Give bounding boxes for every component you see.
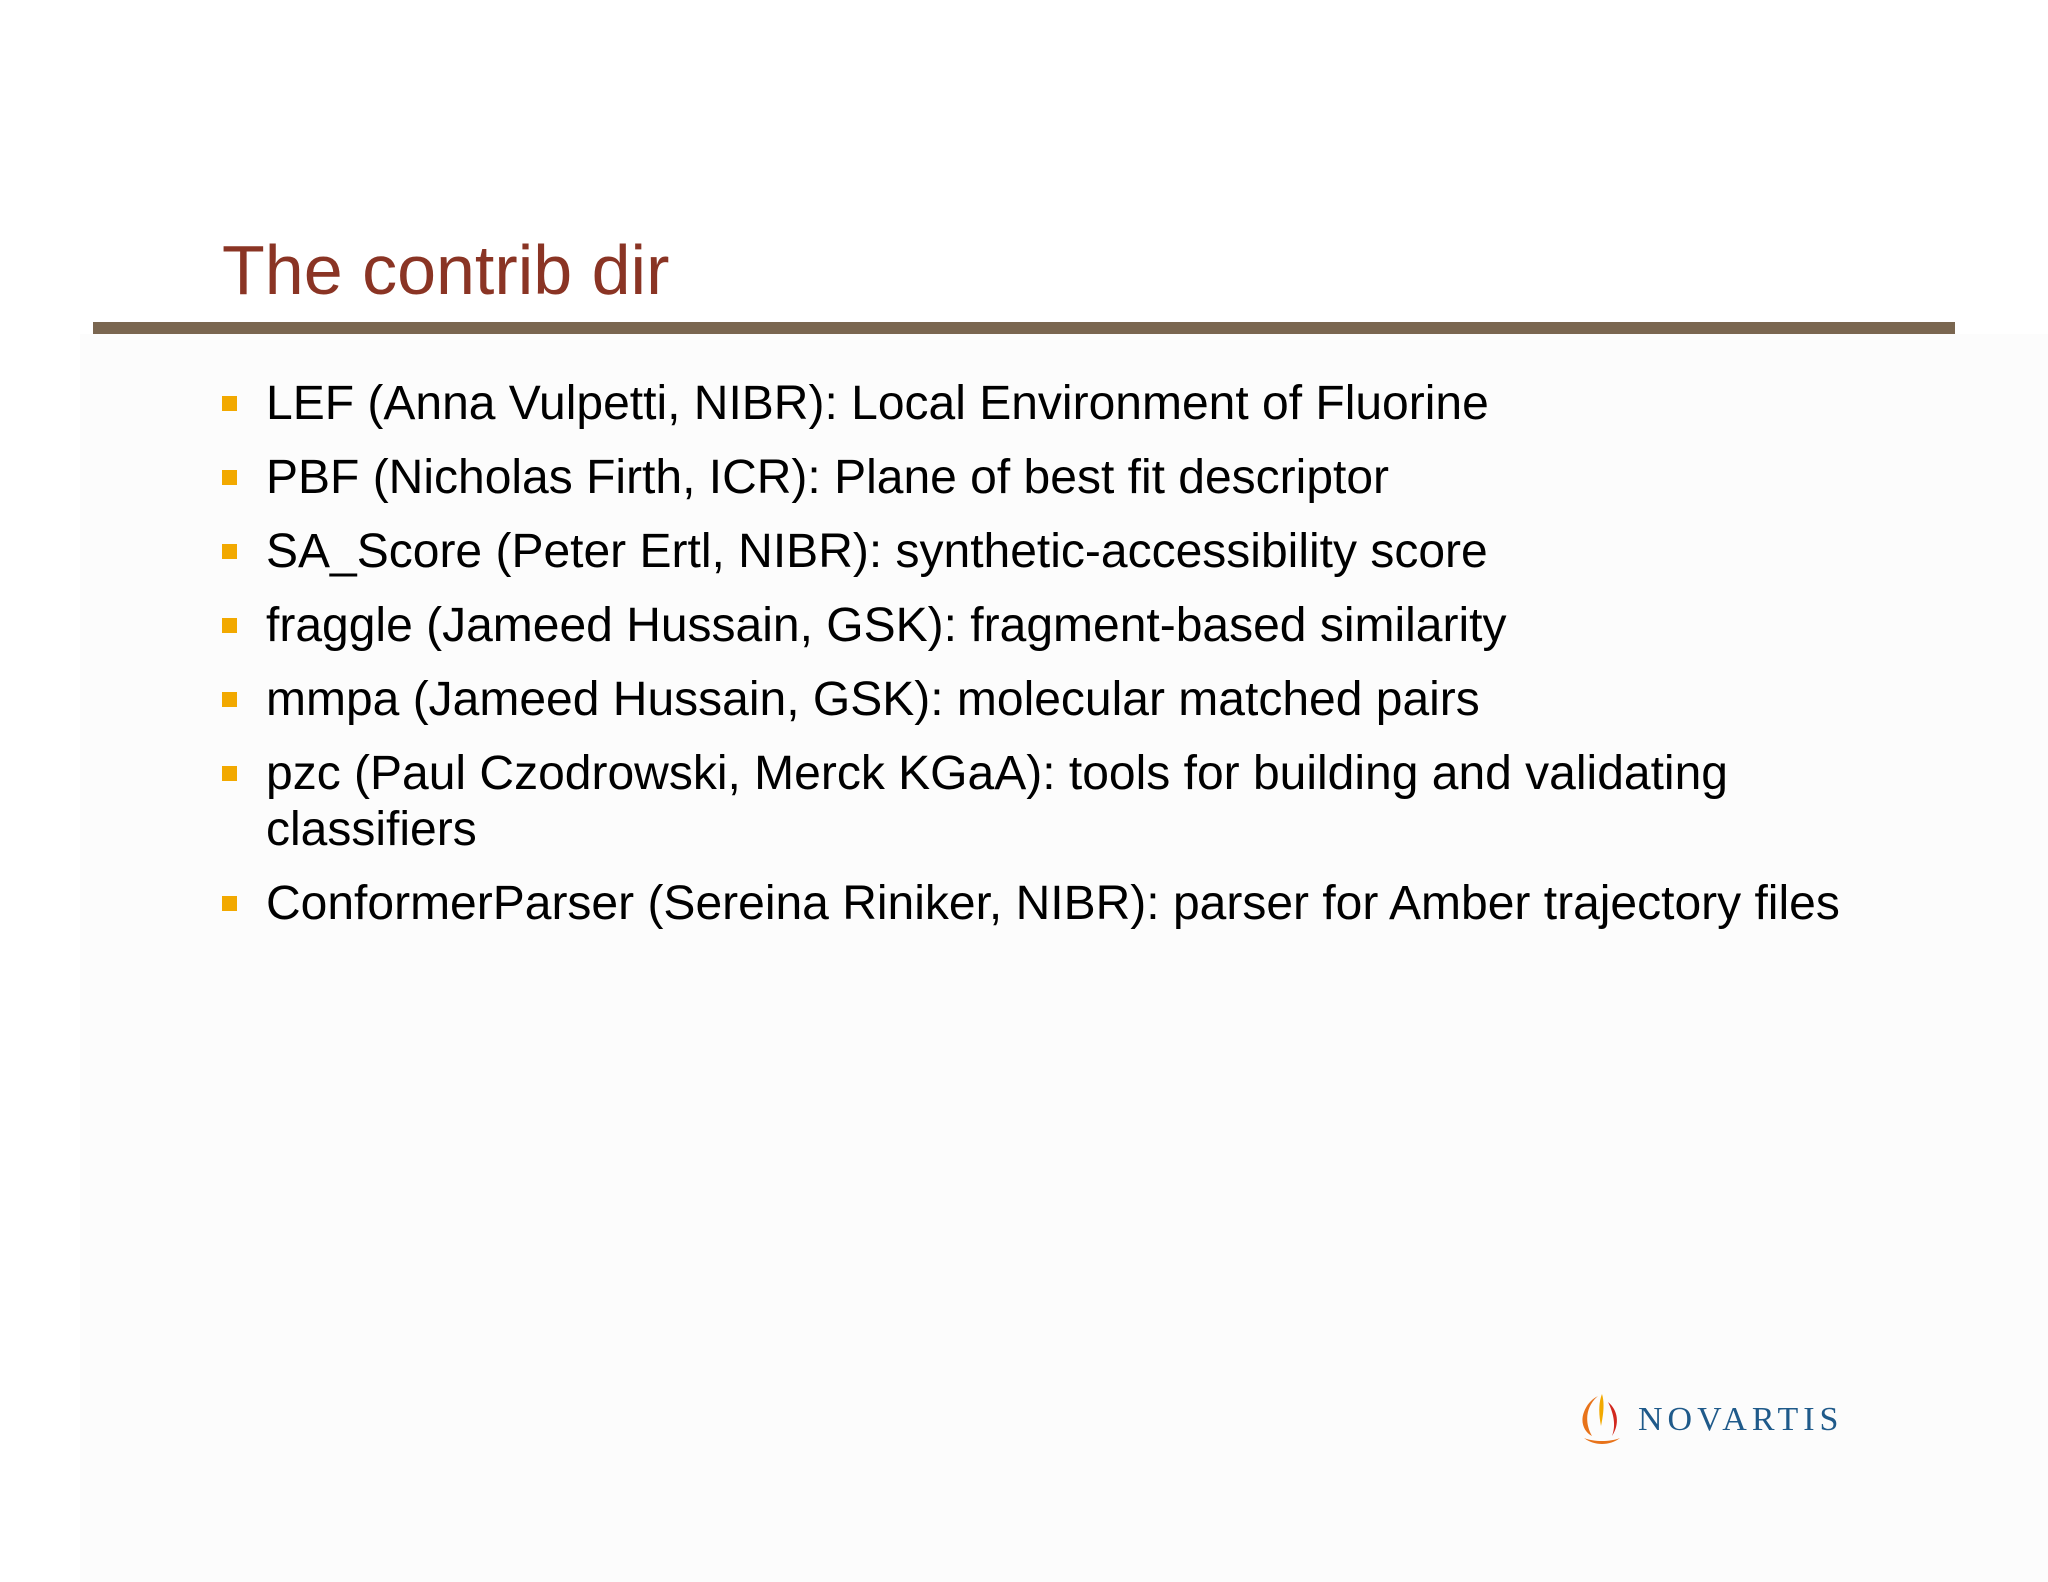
novartis-wordmark: NOVARTIS bbox=[1638, 1401, 1844, 1438]
bullet-text: LEF (Anna Vulpetti, NIBR): Local Environment of Fluorine bbox=[266, 377, 1489, 430]
square-bullet-icon bbox=[222, 396, 237, 411]
bullet-item bbox=[222, 876, 1922, 932]
novartis-logo bbox=[1578, 1390, 1843, 1450]
bullet-item bbox=[222, 672, 1922, 728]
square-bullet-icon bbox=[222, 766, 237, 781]
bullet-item bbox=[222, 524, 1922, 580]
slide-title: The contrib dir bbox=[222, 231, 670, 309]
bullet-text: fraggle (Jameed Hussain, GSK): fragment-based similarity bbox=[266, 599, 1507, 652]
square-bullet-icon bbox=[222, 618, 237, 633]
bullet-text: pzc (Paul Czodrowski, Merck KGaA): tools for building and validating classifiers bbox=[266, 747, 1728, 856]
bullet-text: ConformerParser (Sereina Riniker, NIBR): parser for Amber trajectory files bbox=[266, 877, 1840, 930]
bullet-text: PBF (Nicholas Firth, ICR): Plane of best fit descriptor bbox=[266, 451, 1390, 504]
bullet-item bbox=[222, 450, 1922, 506]
bullet-item bbox=[222, 598, 1922, 654]
bullet-text: mmpa (Jameed Hussain, GSK): molecular matched pairs bbox=[266, 673, 1480, 726]
square-bullet-icon bbox=[222, 692, 237, 707]
novartis-flame-icon bbox=[1578, 1392, 1624, 1448]
bullet-text: SA_Score (Peter Ertl, NIBR): synthetic-accessibility score bbox=[266, 525, 1488, 578]
square-bullet-icon bbox=[222, 544, 237, 559]
bullet-item bbox=[222, 376, 1922, 432]
bullet-item bbox=[222, 746, 1922, 858]
title-rule bbox=[93, 322, 1955, 334]
bullet-list bbox=[222, 376, 1922, 950]
square-bullet-icon bbox=[222, 470, 237, 485]
square-bullet-icon bbox=[222, 896, 237, 911]
